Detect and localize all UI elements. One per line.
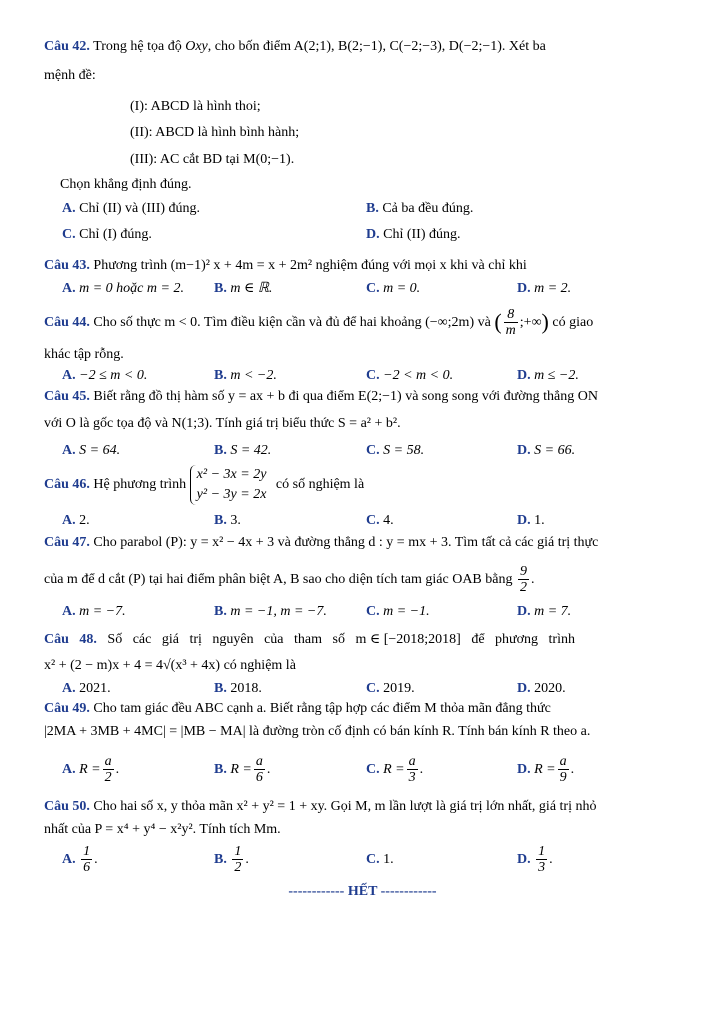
option-letter: D. [366,227,380,242]
option-text: 2020. [534,681,566,696]
option-letter: D. [517,852,531,867]
question-47-cont: của m để d cắt (P) tại hai điểm phân biệt A, B sao cho diện tích tam giác OAB bằng $\frac{9}{2}$ . [44,564,535,596]
question-text: Cho parabol (P): y = x² − 4x + 3 và đường thẳng d : y = mx + 3. Tìm tất cả các giá trị thực [93,535,599,550]
option-letter: B. [214,681,227,696]
numerator: 8 [504,307,518,323]
option-c[interactable] [366,441,424,461]
denominator: 2 [234,860,242,876]
option-a[interactable] [62,679,111,699]
option-letter: A. [62,762,76,777]
paren-close: ) [541,309,549,334]
option-letter: B. [214,513,227,528]
question-49 [44,699,689,719]
option-d[interactable] [517,679,566,699]
question-50 [44,797,689,817]
option-letter: D. [517,762,531,777]
option-text: 2021. [79,681,111,696]
denominator: 9 [559,770,567,786]
fraction [407,754,418,785]
fraction [536,844,547,875]
option-letter: B. [366,201,379,216]
option-text: S = 58. [383,443,425,458]
question-44-cont: khác tập rỗng. [44,347,124,362]
option-letter: D. [517,281,531,296]
option-letter: D. [517,443,531,458]
question-label: Câu 42. [44,39,90,54]
question-label: Câu 44. [44,315,90,330]
option-letter: A. [62,681,76,696]
fraction [558,754,569,785]
option-c[interactable] [366,279,420,299]
option-text: 1. [534,513,545,528]
numerator: 1 [234,844,242,860]
option-a[interactable] [62,366,147,386]
option-text: m = −1. [383,604,430,619]
option-text: −2 ≤ m < 0. [79,368,148,383]
fraction [254,754,265,785]
question-48 [44,630,689,650]
option-d[interactable]: D. $\frac{1}{3}$ . [517,844,553,876]
option-a[interactable] [62,441,120,461]
option-text: m = 0. [383,281,421,296]
question-text: Phương trình (m−1)² x + 4m = x + 2m² nghiệm đúng với mọi x khi và chỉ khi [93,258,527,273]
option-letter: A. [62,604,76,619]
denominator: 3 [408,770,416,786]
denominator: 6 [255,770,263,786]
option-letter: C. [366,513,380,528]
question-label: Câu 50. [44,799,90,814]
option-text: S = 42. [230,443,272,458]
statement-2: (II): ABCD là hình bình hành; [130,125,300,140]
statement-3: (III): AC cắt BD tại M(0;−1). [130,152,295,167]
option-letter: D. [517,604,531,619]
question-label: Câu 45. [44,389,90,404]
numerator: a [559,754,567,770]
question-text: có giao [552,315,594,330]
question-label: Câu 43. [44,258,90,273]
option-d[interactable] [517,279,571,299]
question-text: Cho hai số x, y thỏa mãn x² + y² = 1 + xy. Gọi M, m lần lượt là giá trị lớn nhất, giá trị nhỏ [93,799,597,814]
denominator: 2 [104,770,112,786]
option-d[interactable] [517,441,575,461]
option-letter: C. [366,443,380,458]
option-text: m = 2. [534,281,572,296]
option-c[interactable] [366,602,430,622]
option-text: m = −1, m = −7. [230,604,327,619]
option-text: R = [534,762,556,777]
option-text: 2. [79,513,90,528]
question-label: Câu 48. [44,632,97,647]
option-text: 2019. [383,681,415,696]
equation-system [190,465,273,505]
option-b[interactable] [366,199,473,219]
question-50-cont: nhất của P = x⁴ + y⁴ − x²y². Tính tích Mm. [44,822,281,837]
option-c[interactable]: C. R = $\frac{a}{3}$ . [366,754,424,786]
option-a[interactable] [62,279,184,299]
fraction [81,844,92,875]
option-letter: B. [214,604,227,619]
option-c[interactable] [62,225,152,245]
question-text: có số nghiệm là [275,477,365,493]
option-letter: C. [366,762,380,777]
option-letter: B. [214,281,227,296]
question-text: Số các giá trị nguyên của tham số m ∈ [−2018;2018] để phương trình [107,632,575,647]
option-letter: D. [517,513,531,528]
option-letter: C. [366,604,380,619]
option-text: Chỉ (II) và (III) đúng. [79,201,201,216]
option-letter: B. [214,762,227,777]
option-text: S = 64. [79,443,121,458]
option-letter: B. [214,852,227,867]
option-text: S = 66. [534,443,576,458]
option-text: 2018. [230,681,262,696]
option-d[interactable] [517,511,545,531]
option-text: 3. [230,513,241,528]
option-letter: D. [517,368,531,383]
question-44 [44,302,689,343]
option-b[interactable]: B. $\frac{1}{2}$ . [214,844,249,876]
option-c[interactable] [366,366,453,386]
numerator: 9 [520,564,527,580]
option-a[interactable] [62,511,90,531]
question-text: Cho số thực m < 0. Tìm điều kiện cần và đủ để hai khoảng (−∞;2m) và [93,315,491,330]
fraction [518,564,529,595]
option-text: m < −2. [230,368,277,383]
question-label: Câu 46. [44,477,90,493]
question-label: Câu 47. [44,535,90,550]
question-45-cont: với O là gốc tọa độ và N(1;3). Tính giá trị biểu thức S = a² + b². [44,416,401,431]
question-prompt: Chọn khẳng định đúng. [60,177,192,192]
option-letter: A. [62,201,76,216]
question-text: Trong hệ tọa độ [93,39,186,54]
question-48-cont: x² + (2 − m)x + 4 = 4√(x³ + 4x) có nghiệm là [44,658,296,673]
option-text: m = 0 hoặc m = 2. [79,281,184,296]
option-letter: C. [366,368,380,383]
option-text: R = [230,762,252,777]
numerator: 1 [538,844,546,860]
denominator: 3 [538,860,546,876]
paren-open: ( [494,309,502,334]
question-text: Cho tam giác đều ABC cạnh a. Biết rằng tập hợp các điểm M thỏa mãn đẳng thức [93,701,551,716]
option-d[interactable] [517,366,579,386]
denominator: 2 [520,580,527,596]
numerator: a [255,754,263,770]
option-text: R = [383,762,405,777]
option-b[interactable] [214,279,272,299]
option-letter: A. [62,443,76,458]
option-d[interactable]: D. R = $\frac{a}{9}$ . [517,754,575,786]
option-b[interactable] [214,441,271,461]
option-letter: B. [214,368,227,383]
option-c[interactable] [366,511,394,531]
option-text: m ≤ −2. [534,368,579,383]
option-text: m = −7. [79,604,126,619]
fraction [504,307,518,338]
question-47 [44,533,689,553]
option-a[interactable] [62,199,200,219]
option-text: Cả ba đều đúng. [382,201,474,216]
option-letter: A. [62,281,76,296]
option-b[interactable]: B. R = $\frac{a}{6}$ . [214,754,271,786]
numerator: a [104,754,112,770]
math-text: Oxy [185,39,208,54]
question-text: Hệ phương trình [93,477,187,493]
option-text: 4. [383,513,394,528]
option-text: m ∈ ℝ. [230,281,273,296]
option-a[interactable]: A. $\frac{1}{6}$ . [62,844,98,876]
option-d[interactable] [517,602,571,622]
option-d[interactable] [366,225,461,245]
option-a[interactable]: A. R = $\frac{a}{2}$ . [62,754,120,786]
option-letter: A. [62,852,76,867]
denominator: m [505,323,516,339]
option-text: 1. [383,852,394,867]
option-letter: A. [62,368,76,383]
question-text: Biết rằng đồ thị hàm số y = ax + b đi qua điểm E(2;−1) và song song với đường thẳng ON [93,389,598,404]
question-42-cont: mệnh đề: [44,68,96,83]
question-49-cont: |2MA + 3MB + 4MC| = |MB − MA| là đường tròn cố định có bán kính R. Tính bán kính R theo a. [44,724,591,739]
question-45 [44,387,689,407]
question-46 [44,465,689,505]
statement-1: (I): ABCD là hình thoi; [130,99,261,114]
option-b[interactable] [214,366,277,386]
fraction [103,754,114,785]
option-c[interactable] [366,679,415,699]
option-letter: C. [62,227,76,242]
equation-2: y² − 3y = 2x [196,487,267,502]
option-c[interactable] [366,842,394,878]
option-b[interactable] [214,511,241,531]
numerator: 1 [83,844,91,860]
fraction [232,844,243,875]
option-b[interactable] [214,679,262,699]
question-43 [44,256,689,276]
option-text: −2 < m < 0. [383,368,454,383]
option-letter: C. [366,852,380,867]
question-text: của m để d cắt (P) tại hai điểm phân biệt A, B sao cho diện tích tam giác OAB bằng [44,572,513,587]
option-text: m = 7. [534,604,572,619]
end-marker: ------------ HẾT ------------ [288,884,437,899]
option-text: Chỉ (II) đúng. [383,227,461,242]
question-42 [44,37,689,57]
option-text: Chỉ (I) đúng. [79,227,152,242]
option-letter: C. [366,681,380,696]
question-label: Câu 49. [44,701,90,716]
denominator: 6 [83,860,91,876]
option-letter: B. [214,443,227,458]
option-text: R = [79,762,101,777]
option-letter: D. [517,681,531,696]
option-b[interactable] [214,602,327,622]
question-text: , cho bốn điểm A(2;1), B(2;−1), C(−2;−3), D(−2;−1). Xét ba [207,39,546,54]
option-letter: A. [62,513,76,528]
math-text: ;+∞ [519,315,542,330]
numerator: a [408,754,416,770]
option-a[interactable] [62,602,126,622]
equation-1: x² − 3x = 2y [196,467,267,482]
option-letter: C. [366,281,380,296]
